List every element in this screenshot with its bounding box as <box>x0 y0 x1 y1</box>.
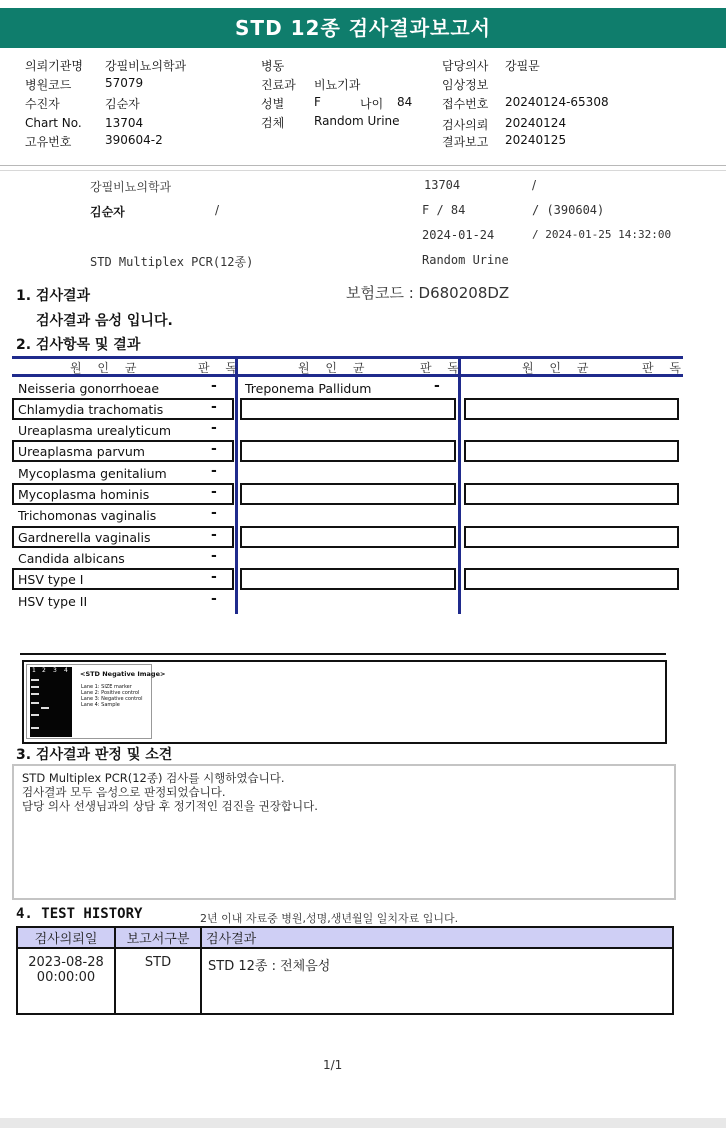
opinion-line: STD Multiplex PCR(12종) 검사를 시행하였습니다. <box>22 771 285 785</box>
organism-name: HSV type I <box>18 572 84 587</box>
history-col-type: 보고서구분 <box>115 927 201 948</box>
organism-name: Ureaplasma urealyticum <box>18 423 172 438</box>
label-request-date: 검사의뢰 <box>442 118 489 132</box>
gel-lane-label: 2 <box>42 667 46 674</box>
organism-result: - <box>211 527 217 543</box>
col-organism-1: 원 인 균 <box>70 361 143 375</box>
col-organism-3: 원 인 균 <box>522 361 595 375</box>
organism-result: - <box>211 505 217 521</box>
label-ward: 병동 <box>261 59 285 73</box>
summary-patient: 김순자 <box>90 205 125 219</box>
label-doctor: 담당의사 <box>442 59 489 73</box>
gel-lane-label: 3 <box>53 667 57 674</box>
value-chart-no: 13704 <box>105 116 144 130</box>
gel-band <box>31 679 39 681</box>
value-hospital-code: 57079 <box>105 76 144 90</box>
history-date: 2023-08-28 <box>28 955 104 970</box>
organism-name: Neisseria gonorrhoeae <box>18 381 160 396</box>
header-divider-1 <box>0 165 726 166</box>
summary-request-date: 2024-01-24 <box>422 228 495 242</box>
organism-name: Mycoplasma hominis <box>18 487 150 502</box>
page-bottom-edge <box>0 1118 726 1128</box>
row-box-empty <box>240 398 456 420</box>
organism-result: - <box>211 463 217 479</box>
row-box-empty <box>240 526 456 548</box>
value-department: 비뇨기과 <box>314 78 361 92</box>
value-request-date: 20240124 <box>505 116 567 130</box>
history-date-cell <box>17 948 115 1014</box>
value-report-date: 20240125 <box>505 133 567 147</box>
organism-name: HSV type II <box>18 594 88 609</box>
summary-hospital: 강필비뇨의학과 <box>90 180 172 194</box>
label-clinical-info: 임상정보 <box>442 78 489 92</box>
value-sex: F <box>314 95 321 109</box>
organism-name: Gardnerella vaginalis <box>18 530 151 545</box>
label-receipt-no: 접수번호 <box>442 97 489 111</box>
summary-chart: 13704 <box>424 178 461 192</box>
organism-name: Mycoplasma genitalium <box>18 466 167 481</box>
summary-report-datetime: / 2024-01-25 14:32:00 <box>532 228 672 241</box>
gel-legend: Lane 2: Positive control <box>81 690 140 696</box>
history-note: 2년 이내 자료중 병원,성명,생년월일 일치자료 입니다. <box>200 912 459 925</box>
label-specimen: 검체 <box>261 116 285 130</box>
history-header-row <box>17 927 673 948</box>
col-result-3: 판 독 <box>642 361 687 375</box>
row-box-empty <box>464 526 679 548</box>
col-organism-2: 원 인 균 <box>298 361 371 375</box>
gel-band <box>31 714 39 716</box>
gel-image <box>30 667 72 737</box>
organism-name: Ureaplasma parvum <box>18 444 145 459</box>
value-unique-no: 390604-2 <box>105 133 163 147</box>
gel-band <box>41 707 49 709</box>
table-divider-1 <box>235 356 238 614</box>
label-chart-no: Chart No. <box>25 116 82 130</box>
row-box-empty <box>464 568 679 590</box>
gel-band <box>31 693 39 695</box>
col-result-1: 판 독 <box>198 361 243 375</box>
row-box-empty <box>240 483 456 505</box>
col-result-2: 판 독 <box>420 361 465 375</box>
organism-result: - <box>211 441 217 457</box>
gel-legend: Lane 1: SIZE marker <box>81 684 132 690</box>
label-institution: 의뢰기관명 <box>25 59 83 73</box>
label-report-date: 결과보고 <box>442 135 489 149</box>
gel-top-rule <box>20 653 666 655</box>
opinion-line: 담당 의사 선생님과의 상담 후 정기적인 검진을 권장합니다. <box>22 799 318 813</box>
organism-result: - <box>211 420 217 436</box>
organism-name: Trichomonas vaginalis <box>18 508 157 523</box>
summary-sex-age: F / 84 <box>422 203 466 217</box>
row-box-empty <box>464 398 679 420</box>
organism-result: - <box>211 378 217 394</box>
history-row <box>17 948 673 1014</box>
header-divider-2 <box>0 170 726 171</box>
insurance-code: 보험코드 : D680208DZ <box>346 284 510 302</box>
table-divider-2 <box>458 356 461 614</box>
gel-lane-label: 4 <box>64 667 68 674</box>
value-receipt-no: 20240124-65308 <box>505 95 609 109</box>
history-col-date: 검사의뢰일 <box>17 927 115 948</box>
organism-result: - <box>211 591 217 607</box>
value-institution: 강필비뇨의학과 <box>105 59 187 73</box>
label-department: 진료과 <box>261 78 296 92</box>
label-sex: 성별 <box>261 97 285 111</box>
section-4-title: 4. TEST HISTORY <box>16 906 143 922</box>
section-3-title: 3. 검사결과 판정 및 소견 <box>16 747 173 763</box>
history-table <box>16 926 674 1015</box>
summary-slash-1: / <box>532 178 537 192</box>
row-box-empty <box>240 440 456 462</box>
history-type: STD <box>115 948 201 1014</box>
organism-name: Candida albicans <box>18 551 125 566</box>
summary-specimen: Random Urine <box>422 253 509 267</box>
opinion-line: 검사결과 모두 음성으로 판정되었습니다. <box>22 785 226 799</box>
gel-lane-label: 1 <box>32 667 36 674</box>
value-doctor: 강필문 <box>505 59 540 73</box>
summary-test: STD Multiplex PCR(12종) <box>90 255 254 269</box>
row-box-empty <box>464 440 679 462</box>
value-patient: 김순자 <box>105 97 140 111</box>
value-specimen: Random Urine <box>314 114 400 128</box>
history-time: 00:00:00 <box>36 970 96 985</box>
organism-result: - <box>211 569 217 585</box>
report-title: STD 12종 검사결과보고서 <box>0 8 726 48</box>
label-hospital-code: 병원코드 <box>25 78 72 92</box>
organism-result: - <box>434 378 440 394</box>
row-box-empty <box>240 568 456 590</box>
history-col-result: 검사결과 <box>201 927 673 948</box>
gel-legend: Lane 3: Negative control <box>81 696 143 702</box>
organism-result: - <box>211 484 217 500</box>
organism-result: - <box>211 548 217 564</box>
section-2-title: 2. 검사항목 및 결과 <box>16 337 141 353</box>
label-age: 나이 <box>360 97 384 111</box>
history-result: STD 12종 : 전체음성 <box>201 948 673 1014</box>
summary-slash-2: / <box>215 203 220 217</box>
label-patient: 수진자 <box>25 97 60 111</box>
gel-band <box>31 686 39 688</box>
organism-name: Chlamydia trachomatis <box>18 402 164 417</box>
gel-legend: Lane 4: Sample <box>81 702 120 708</box>
gel-band <box>31 727 39 729</box>
organism-result: - <box>211 399 217 415</box>
organism-name: Treponema Pallidum <box>245 381 372 396</box>
row-box-empty <box>464 483 679 505</box>
section-1-title: 1. 검사결과 <box>16 288 91 304</box>
summary-id: / (390604) <box>532 203 605 217</box>
label-unique-no: 고유번호 <box>25 135 72 149</box>
gel-band <box>31 702 39 704</box>
gel-title: <STD Negative Image> <box>80 670 166 678</box>
section-1-text: 검사결과 음성 입니다. <box>36 313 173 329</box>
page-number: 1/1 <box>323 1058 343 1072</box>
value-age: 84 <box>397 95 413 109</box>
